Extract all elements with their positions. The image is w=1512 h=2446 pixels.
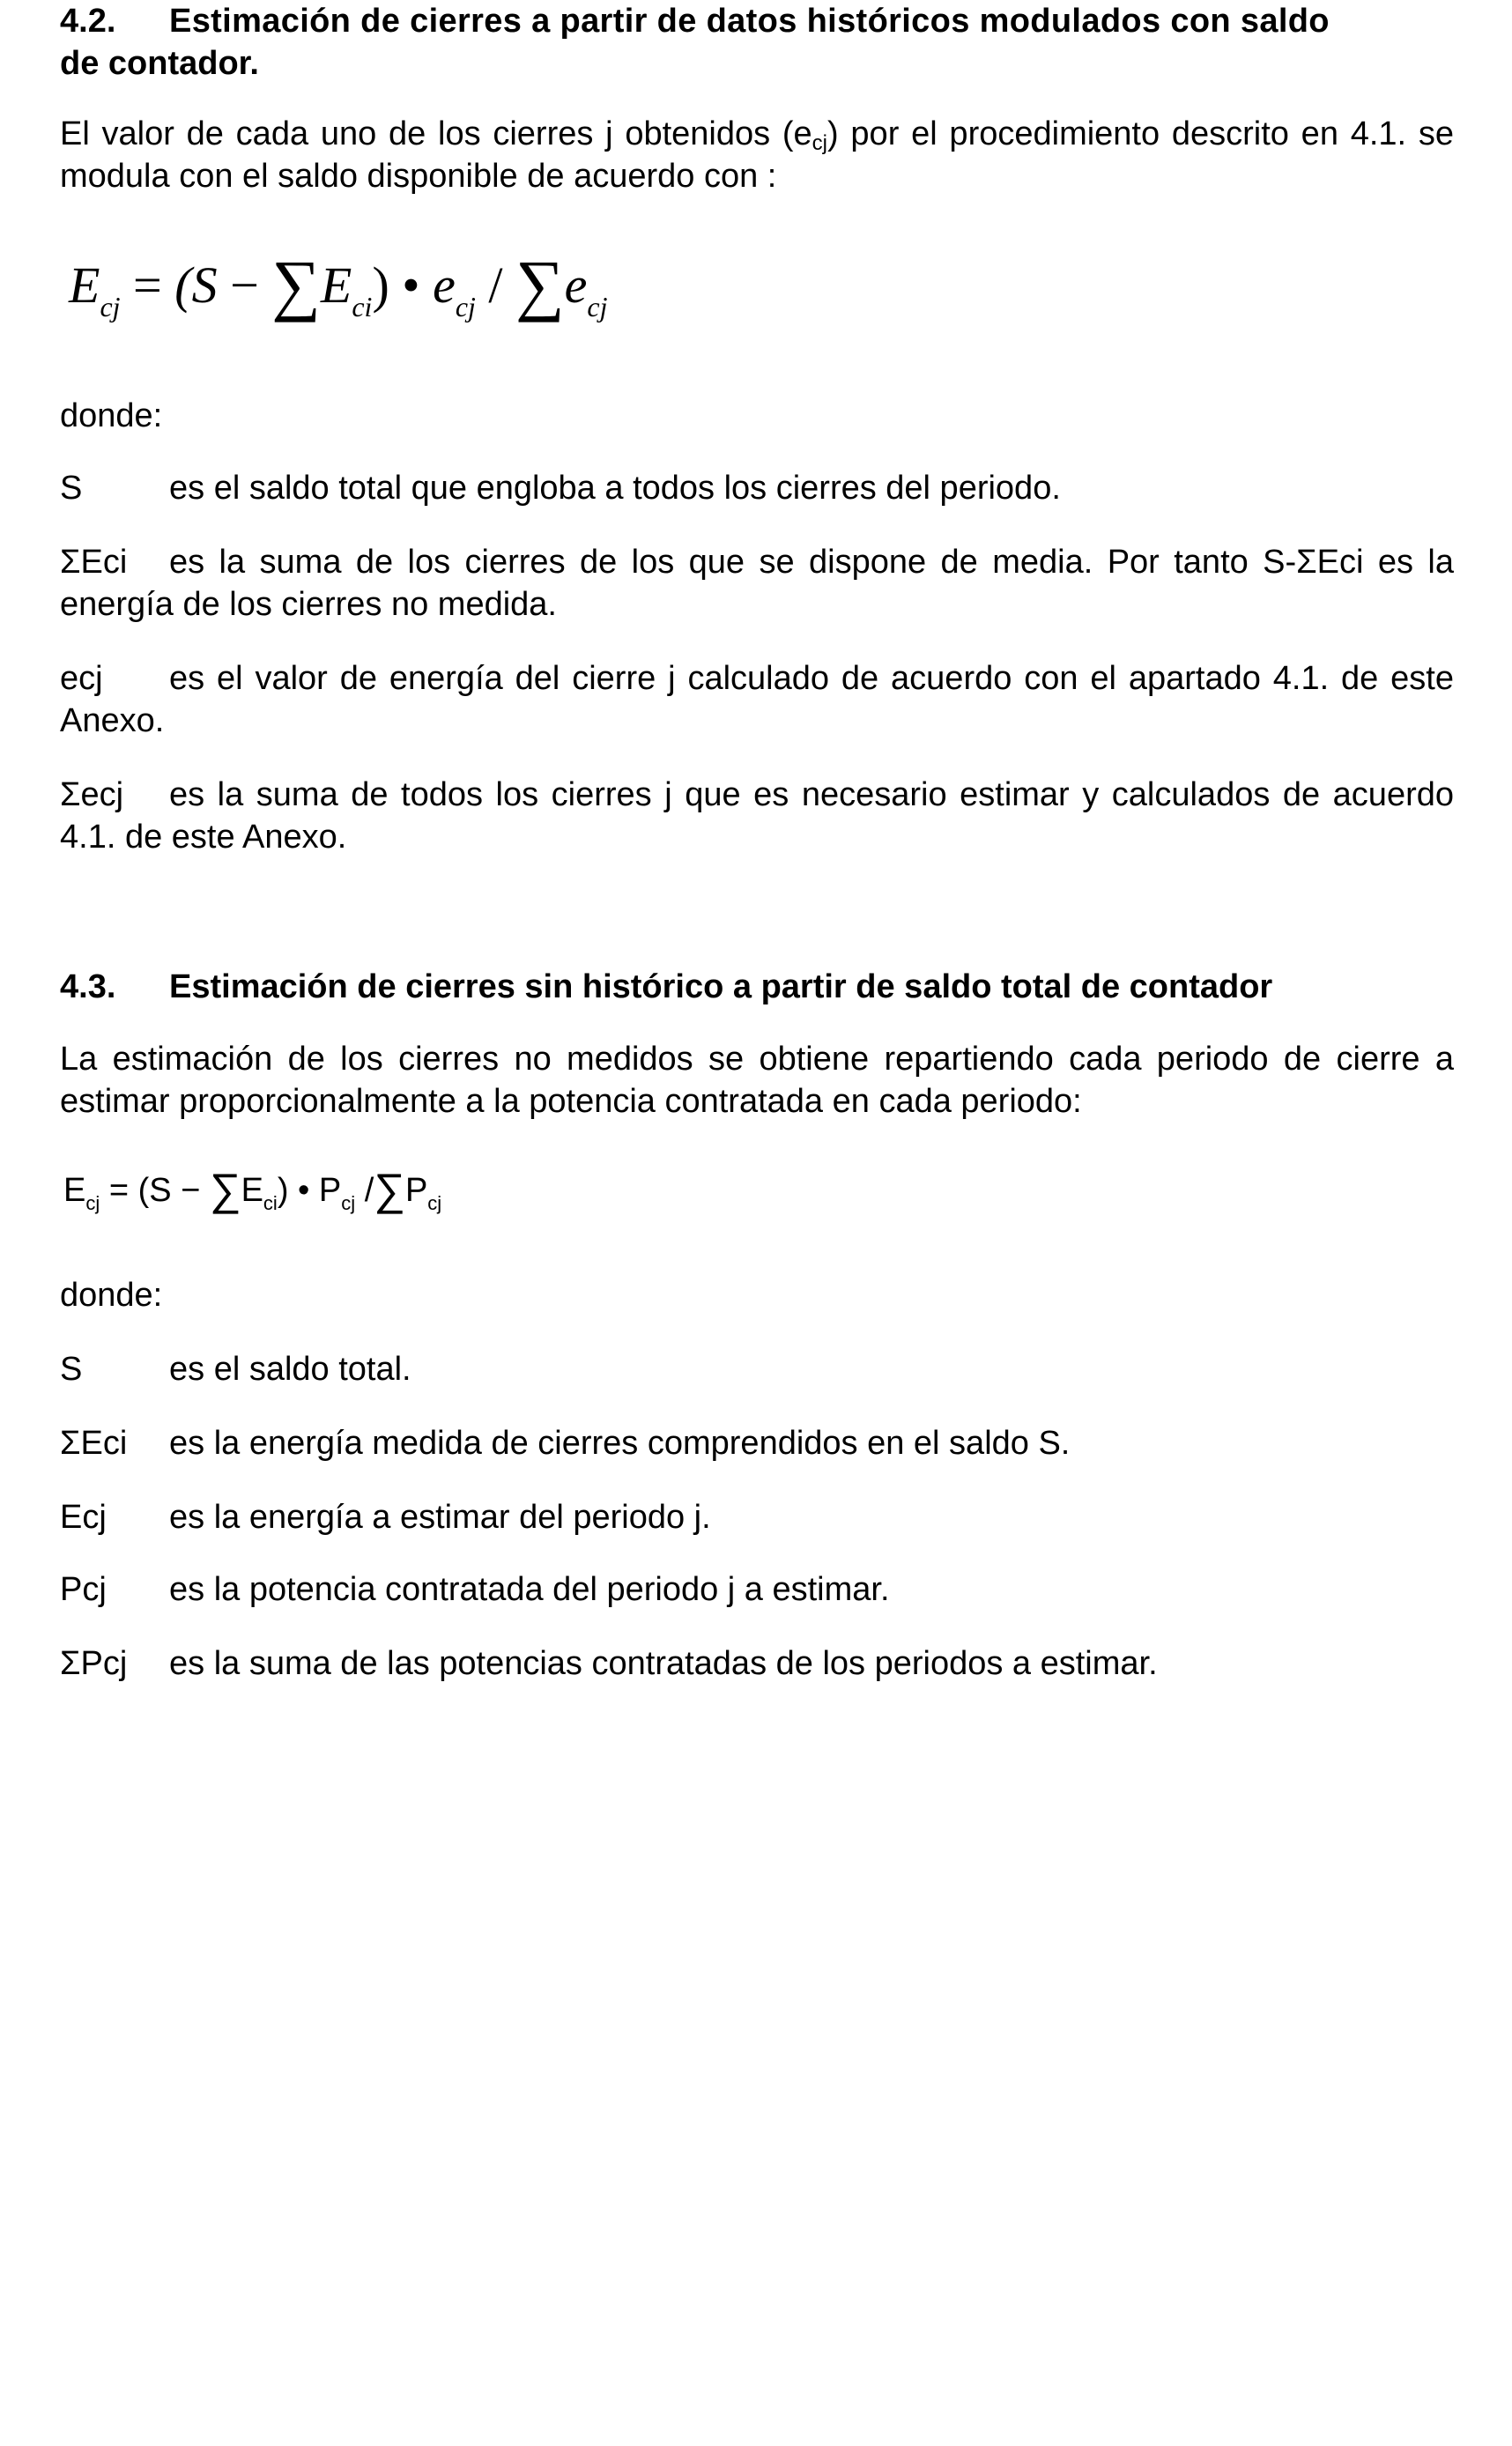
- formula-subscript: cj: [587, 291, 608, 322]
- formula-symbol: E: [241, 1172, 263, 1209]
- definition-text: es el saldo total.: [169, 1351, 411, 1388]
- definition-item: [60, 1348, 1454, 1390]
- definition-term: ecj: [60, 660, 103, 697]
- formula-4-3: [63, 1165, 442, 1214]
- formula-operator: •: [298, 1172, 310, 1209]
- definition-term: ΣEci: [60, 1425, 128, 1462]
- formula-symbol: (S: [137, 1172, 172, 1209]
- formula-subscript: cj: [100, 291, 121, 322]
- definition-text: es la suma de los cierres de los que se dispone de media. Por tanto S-ΣEci es la energía de los cierres no medida.: [60, 544, 1454, 623]
- definition-text: es la energía a estimar del periodo j.: [169, 1499, 711, 1536]
- sigma-symbol: ∑: [209, 1165, 241, 1214]
- formula-operator: ): [372, 256, 389, 314]
- definition-term: Σecj: [60, 776, 124, 813]
- intro-text: El valor de cada uno de los cierres j obtenidos (e: [60, 115, 812, 152]
- formula-operator: =: [108, 1172, 130, 1209]
- formula-subscript: cj: [427, 1192, 442, 1214]
- formula-operator: −: [181, 1172, 201, 1209]
- formula-symbol: E: [69, 256, 100, 314]
- formula-operator: /: [488, 256, 503, 314]
- definition-text: es la suma de las potencias contratadas de los periodos a estimar.: [169, 1645, 1158, 1682]
- section-4-2-intro: [60, 113, 1454, 197]
- donde-label: donde:: [60, 397, 163, 434]
- section-title: Estimación de cierres sin histórico a partir de saldo total de contador: [169, 968, 1273, 1005]
- formula-symbol: E: [63, 1172, 86, 1209]
- section-4-3-intro: La estimación de los cierres no medidos se obtiene repartiendo cada periodo de cierre a estimar proporcionalmente a la potencia contratada en cada periodo:: [60, 1041, 1454, 1120]
- definition-term: Pcj: [60, 1571, 107, 1608]
- formula-symbol: P: [404, 1172, 428, 1209]
- formula-operator: −: [230, 256, 259, 314]
- section-4-3-heading: [60, 966, 1454, 1008]
- intro-subscript: cj: [812, 131, 828, 155]
- definition-item: [60, 657, 1454, 742]
- formula-subscript: ci: [263, 1192, 278, 1214]
- section-title-line2: de contador.: [60, 45, 259, 82]
- definition-text: es el valor de energía del cierre j calculado de acuerdo con el apartado 4.1. de este Anexo.: [60, 660, 1454, 739]
- sigma-symbol: ∑: [374, 1165, 405, 1214]
- section-4-2-heading: [60, 0, 1454, 85]
- definition-item: [60, 541, 1454, 626]
- sigma-symbol: ∑: [271, 246, 321, 322]
- formula-subscript: ci: [352, 291, 373, 322]
- definition-item: [60, 1568, 1454, 1611]
- definition-item: [60, 1642, 1454, 1685]
- formula-symbol: (S: [174, 256, 218, 314]
- definition-term: S: [60, 1351, 83, 1388]
- formula-operator: ): [277, 1172, 289, 1209]
- definition-term: ΣPcj: [60, 1645, 128, 1682]
- definition-text: es el saldo total que engloba a todos los cierres del periodo.: [169, 470, 1061, 507]
- section-title-line1: Estimación de cierres a partir de datos históricos modulados con saldo: [169, 3, 1330, 40]
- section-number: 4.2.: [60, 3, 116, 40]
- definition-item: [60, 1422, 1454, 1464]
- definition-text: es la suma de todos los cierres j que es necesario estimar y calculados de acuerdo 4.1. de este Anexo.: [60, 776, 1454, 856]
- definition-term: S: [60, 470, 83, 507]
- formula-operator: •: [402, 256, 420, 314]
- formula-operator: =: [133, 256, 162, 314]
- formula-4-2: [69, 246, 608, 322]
- formula-subscript: cj: [341, 1192, 356, 1214]
- formula-symbol: P: [318, 1172, 342, 1209]
- definition-text: es la energía medida de cierres comprendidos en el saldo S.: [169, 1425, 1071, 1462]
- definition-item: [60, 774, 1454, 858]
- donde-label: donde:: [60, 1277, 163, 1314]
- sigma-symbol: ∑: [515, 246, 565, 322]
- formula-subscript: cj: [455, 291, 476, 322]
- formula-symbol: e: [564, 256, 588, 314]
- section-number: 4.3.: [60, 968, 116, 1005]
- definition-item: [60, 467, 1454, 509]
- formula-symbol: e: [433, 256, 456, 314]
- definition-term: Ecj: [60, 1499, 107, 1536]
- formula-operator: /: [364, 1172, 374, 1209]
- formula-subscript: cj: [85, 1192, 100, 1214]
- definition-text: es la potencia contratada del periodo j a estimar.: [169, 1571, 890, 1608]
- definition-term: ΣEci: [60, 544, 128, 581]
- formula-symbol: E: [320, 256, 352, 314]
- definition-item: [60, 1496, 1454, 1538]
- intro-text-cont: ) por el procedimiento descrito en 4.1. se modula con el saldo disponible de acuerdo con :: [60, 115, 1454, 195]
